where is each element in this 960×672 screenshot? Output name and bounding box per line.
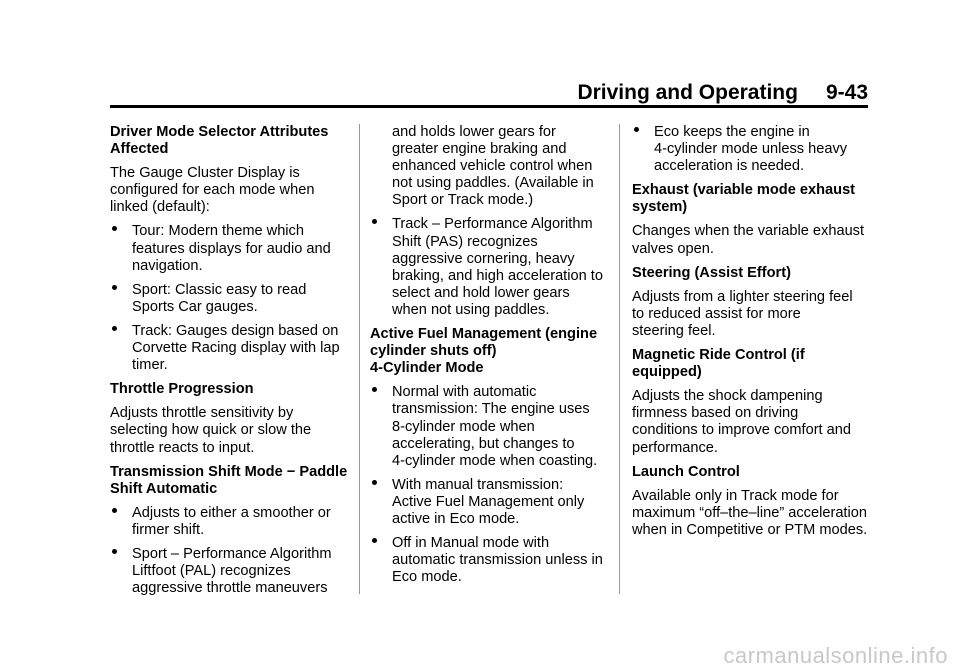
- paragraph: [632, 488, 872, 539]
- text-line: Tour: Modern theme which: [132, 223, 304, 240]
- text-line: Active Fuel Management (engine: [370, 326, 598, 343]
- bullet-item: [370, 477, 610, 528]
- text-line: configured for each mode when: [110, 182, 315, 199]
- text-line: Exhaust (variable mode exhaust: [632, 182, 856, 199]
- text-line: navigation.: [132, 257, 203, 274]
- text-line: accelerating, but changes to: [392, 435, 575, 452]
- text-line: maximum “off–the–line” acceleration: [632, 504, 867, 521]
- text-line: enhanced vehicle control when: [392, 158, 593, 175]
- heading-throttle-progression: [110, 381, 352, 398]
- text-line: With manual transmission:: [392, 476, 564, 493]
- text-line: 4-cylinder mode unless heavy: [654, 141, 848, 158]
- text-line: Steering (Assist Effort): [632, 264, 791, 281]
- bullet-item: [370, 535, 610, 586]
- text-line: aggressive cornering, heavy: [392, 250, 575, 267]
- text-line: valves open.: [632, 240, 714, 257]
- column-1: [110, 124, 352, 604]
- text-line: Track – Performance Algorithm: [392, 216, 593, 233]
- text-line: transmission: The engine uses: [392, 401, 590, 418]
- text-line: Launch Control: [632, 463, 740, 480]
- text-line: Driver Mode Selector Attributes: [110, 124, 329, 140]
- heading-launch-control: [632, 464, 872, 481]
- text-line: cylinder shuts off): [370, 343, 497, 360]
- bullet-continuation: [370, 124, 610, 209]
- text-line: The Gauge Cluster Display is: [110, 165, 300, 182]
- text-line: automatic transmission unless in: [392, 552, 603, 569]
- text-line: Off in Manual mode with: [392, 535, 550, 552]
- text-line: when not using paddles.: [392, 301, 550, 318]
- text-line: 4-Cylinder Mode: [370, 360, 484, 377]
- bullet-item: [110, 505, 352, 539]
- text-line: performance.: [632, 439, 718, 456]
- page-header: [110, 79, 868, 105]
- text-line: select and hold lower gears: [392, 284, 570, 301]
- paragraph: [632, 388, 872, 456]
- heading-driver-mode-attributes: [110, 124, 352, 158]
- text-line: Liftfoot (PAL) recognizes: [132, 563, 291, 580]
- text-line: Shift Automatic: [110, 480, 218, 497]
- text-line: Active Fuel Management only: [392, 493, 585, 510]
- text-line: Sport or Track mode.): [392, 192, 534, 209]
- text-line: active in Eco mode.: [392, 510, 520, 527]
- bullet-item: [110, 546, 352, 597]
- text-line: Changes when the variable exhaust: [632, 223, 865, 240]
- column-2: [370, 124, 610, 593]
- text-line: Affected: [110, 141, 169, 158]
- bullet-item: [370, 216, 610, 319]
- text-line: Sport – Performance Algorithm: [132, 545, 332, 562]
- text-line: Track: Gauges design based on: [132, 322, 339, 339]
- text-line: acceleration is needed.: [654, 158, 805, 175]
- text-line: Normal with automatic: [392, 384, 537, 401]
- page-number: 9-43: [825, 81, 868, 104]
- section-title: Driving and Operating: [577, 81, 798, 104]
- text-line: 8-cylinder mode when: [392, 418, 535, 435]
- paragraph: [110, 165, 352, 216]
- paragraph: [632, 289, 872, 340]
- bullet-item: [110, 282, 352, 316]
- text-line: Adjusts throttle sensitivity by: [110, 405, 294, 422]
- text-line: selecting how quick or slow the: [110, 422, 312, 439]
- text-line: linked (default):: [110, 199, 210, 216]
- bullet-item: [370, 384, 610, 469]
- heading-steering: [632, 265, 872, 282]
- bullet-item: [632, 124, 872, 175]
- text-line: Magnetic Ride Control (if: [632, 347, 805, 364]
- text-line: Eco keeps the engine in: [654, 124, 810, 140]
- text-line: features displays for audio and: [132, 240, 331, 257]
- text-line: Transmission Shift Mode − Paddle: [110, 463, 348, 480]
- column-divider: [359, 124, 360, 594]
- heading-magnetic-ride-control: [632, 347, 872, 381]
- text-line: timer.: [132, 357, 168, 374]
- text-line: Adjusts the shock dampening: [632, 388, 823, 405]
- text-line: Corvette Racing display with lap: [132, 340, 340, 357]
- text-line: Sports Car gauges.: [132, 298, 258, 315]
- text-line: conditions to improve comfort and: [632, 422, 852, 439]
- text-line: Shift (PAS) recognizes: [392, 233, 538, 250]
- bullet-item: [110, 323, 352, 374]
- text-line: 4-cylinder mode when coasting.: [392, 452, 598, 469]
- text-line: Adjusts from a lighter steering feel: [632, 288, 853, 305]
- column-3: [632, 124, 872, 546]
- text-line: aggressive throttle maneuvers: [132, 580, 328, 597]
- text-line: firmness based on driving: [632, 405, 799, 422]
- bullet-item: [110, 223, 352, 274]
- text-line: equipped): [632, 364, 702, 381]
- text-line: Available only in Track mode for: [632, 487, 839, 504]
- column-divider: [619, 124, 620, 594]
- text-line: Throttle Progression: [110, 381, 254, 398]
- text-line: braking, and high acceleration to: [392, 267, 603, 284]
- text-line: Eco mode.: [392, 569, 462, 586]
- text-line: and holds lower gears for: [392, 124, 556, 140]
- text-line: Adjusts to either a smoother or: [132, 504, 331, 521]
- text-line: not using paddles. (Available in: [392, 175, 594, 192]
- header-rule: [110, 105, 868, 108]
- paragraph: [632, 223, 872, 257]
- text-line: Sport: Classic easy to read: [132, 281, 307, 298]
- text-line: greater engine braking and: [392, 141, 567, 158]
- watermark: carmanualsonline.info: [723, 643, 948, 668]
- text-line: throttle reacts to input.: [110, 439, 255, 456]
- heading-exhaust: [632, 182, 872, 216]
- text-line: system): [632, 199, 688, 216]
- text-line: to reduced assist for more: [632, 305, 801, 322]
- paragraph: [110, 405, 352, 456]
- text-line: steering feel.: [632, 322, 716, 339]
- text-line: firmer shift.: [132, 521, 205, 538]
- heading-active-fuel-management: [370, 326, 610, 377]
- heading-transmission-shift-mode: [110, 464, 352, 498]
- text-line: when in Competitive or PTM modes.: [632, 521, 868, 538]
